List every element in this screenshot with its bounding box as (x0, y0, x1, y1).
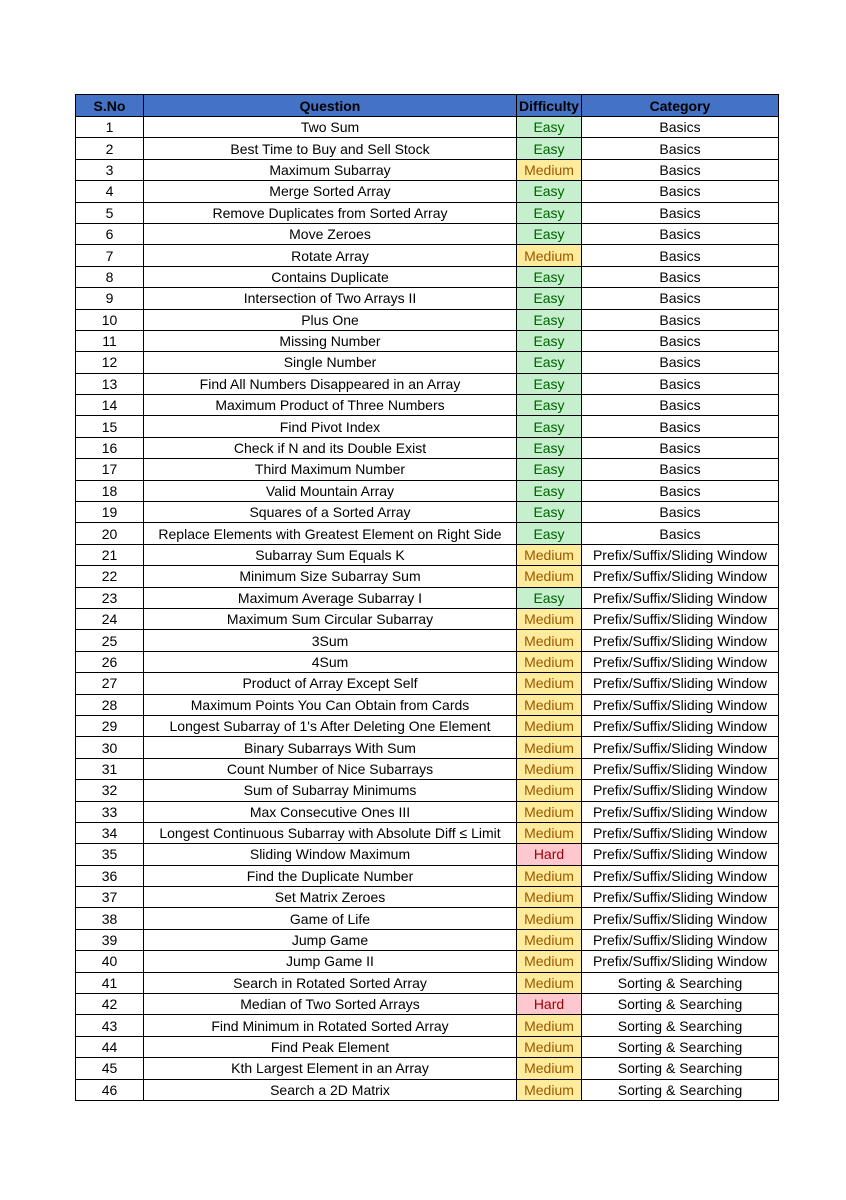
cell-category: Sorting & Searching (582, 972, 779, 993)
cell-sno: 7 (76, 245, 144, 266)
table-row (76, 245, 779, 266)
cell-question: Intersection of Two Arrays II (144, 288, 517, 309)
table-row (76, 887, 779, 908)
cell-difficulty: Easy (517, 523, 582, 544)
cell-category: Basics (582, 202, 779, 223)
cell-category: Prefix/Suffix/Sliding Window (582, 608, 779, 629)
table-row (76, 1079, 779, 1100)
cell-question: Missing Number (144, 330, 517, 351)
cell-category: Sorting & Searching (582, 994, 779, 1015)
header-category: Category (582, 95, 779, 117)
cell-sno: 15 (76, 416, 144, 437)
cell-sno: 38 (76, 908, 144, 929)
cell-sno: 4 (76, 181, 144, 202)
cell-difficulty: Medium (517, 1079, 582, 1100)
cell-difficulty: Easy (517, 181, 582, 202)
cell-question: Move Zeroes (144, 223, 517, 244)
table-row (76, 651, 779, 672)
table-body (76, 117, 779, 1101)
cell-difficulty: Easy (517, 223, 582, 244)
cell-sno: 18 (76, 480, 144, 501)
cell-sno: 20 (76, 523, 144, 544)
cell-category: Prefix/Suffix/Sliding Window (582, 908, 779, 929)
cell-category: Basics (582, 245, 779, 266)
cell-difficulty: Medium (517, 951, 582, 972)
cell-difficulty: Medium (517, 887, 582, 908)
cell-question: Game of Life (144, 908, 517, 929)
cell-category: Prefix/Suffix/Sliding Window (582, 780, 779, 801)
cell-difficulty: Medium (517, 822, 582, 843)
cell-sno: 36 (76, 865, 144, 886)
cell-sno: 14 (76, 395, 144, 416)
cell-sno: 31 (76, 758, 144, 779)
cell-sno: 19 (76, 502, 144, 523)
cell-category: Sorting & Searching (582, 1036, 779, 1057)
cell-question: Binary Subarrays With Sum (144, 737, 517, 758)
cell-sno: 16 (76, 437, 144, 458)
cell-question: Two Sum (144, 117, 517, 138)
cell-question: Single Number (144, 352, 517, 373)
cell-category: Prefix/Suffix/Sliding Window (582, 630, 779, 651)
cell-difficulty: Easy (517, 138, 582, 159)
table-row (76, 608, 779, 629)
table-row (76, 566, 779, 587)
cell-question: Rotate Array (144, 245, 517, 266)
cell-sno: 42 (76, 994, 144, 1015)
cell-sno: 6 (76, 223, 144, 244)
table-row (76, 587, 779, 608)
cell-question: Search in Rotated Sorted Array (144, 972, 517, 993)
cell-question: Find Peak Element (144, 1036, 517, 1057)
cell-difficulty: Medium (517, 715, 582, 736)
cell-category: Prefix/Suffix/Sliding Window (582, 865, 779, 886)
cell-question: Median of Two Sorted Arrays (144, 994, 517, 1015)
table-row (76, 117, 779, 138)
cell-difficulty: Medium (517, 780, 582, 801)
table-row (76, 266, 779, 287)
table-row (76, 630, 779, 651)
cell-sno: 33 (76, 801, 144, 822)
table-row (76, 1058, 779, 1079)
table-row (76, 929, 779, 950)
cell-category: Basics (582, 223, 779, 244)
cell-category: Prefix/Suffix/Sliding Window (582, 887, 779, 908)
cell-sno: 27 (76, 673, 144, 694)
cell-question: Longest Subarray of 1's After Deleting One Element (144, 715, 517, 736)
cell-question: Squares of a Sorted Array (144, 502, 517, 523)
cell-question: Maximum Average Subarray I (144, 587, 517, 608)
cell-question: Valid Mountain Array (144, 480, 517, 501)
table-row (76, 822, 779, 843)
cell-question: Check if N and its Double Exist (144, 437, 517, 458)
cell-difficulty: Medium (517, 1015, 582, 1036)
problems-table (75, 94, 779, 1101)
cell-difficulty: Medium (517, 673, 582, 694)
cell-sno: 25 (76, 630, 144, 651)
table-row (76, 202, 779, 223)
table-row (76, 994, 779, 1015)
cell-question: Max Consecutive Ones III (144, 801, 517, 822)
cell-question: Product of Array Except Self (144, 673, 517, 694)
table-row (76, 502, 779, 523)
table-row (76, 437, 779, 458)
table-row (76, 1015, 779, 1036)
cell-question: Jump Game II (144, 951, 517, 972)
header-sno: S.No (76, 95, 144, 117)
table-row (76, 544, 779, 565)
table-row (76, 715, 779, 736)
table-row (76, 181, 779, 202)
cell-question: Find All Numbers Disappeared in an Array (144, 373, 517, 394)
cell-difficulty: Medium (517, 737, 582, 758)
cell-difficulty: Medium (517, 245, 582, 266)
table-row (76, 673, 779, 694)
cell-category: Basics (582, 181, 779, 202)
cell-category: Prefix/Suffix/Sliding Window (582, 758, 779, 779)
cell-category: Prefix/Suffix/Sliding Window (582, 715, 779, 736)
table-row (76, 373, 779, 394)
cell-category: Prefix/Suffix/Sliding Window (582, 694, 779, 715)
cell-sno: 44 (76, 1036, 144, 1057)
cell-difficulty: Medium (517, 801, 582, 822)
table-header (76, 95, 779, 117)
table-row (76, 309, 779, 330)
cell-question: Replace Elements with Greatest Element on Right Side (144, 523, 517, 544)
table-row (76, 138, 779, 159)
cell-question: Subarray Sum Equals K (144, 544, 517, 565)
cell-sno: 2 (76, 138, 144, 159)
table-row (76, 694, 779, 715)
cell-sno: 10 (76, 309, 144, 330)
cell-difficulty: Medium (517, 159, 582, 180)
cell-question: 3Sum (144, 630, 517, 651)
cell-sno: 23 (76, 587, 144, 608)
cell-sno: 5 (76, 202, 144, 223)
problem-sheet (75, 94, 779, 1101)
cell-sno: 1 (76, 117, 144, 138)
cell-question: Search a 2D Matrix (144, 1079, 517, 1100)
cell-category: Basics (582, 480, 779, 501)
cell-sno: 13 (76, 373, 144, 394)
cell-category: Prefix/Suffix/Sliding Window (582, 544, 779, 565)
cell-category: Basics (582, 437, 779, 458)
cell-difficulty: Medium (517, 865, 582, 886)
table-row (76, 459, 779, 480)
cell-difficulty: Easy (517, 459, 582, 480)
cell-question: 4Sum (144, 651, 517, 672)
cell-sno: 37 (76, 887, 144, 908)
cell-sno: 28 (76, 694, 144, 715)
cell-sno: 45 (76, 1058, 144, 1079)
cell-difficulty: Easy (517, 587, 582, 608)
cell-question: Sliding Window Maximum (144, 844, 517, 865)
cell-difficulty: Medium (517, 651, 582, 672)
cell-question: Maximum Product of Three Numbers (144, 395, 517, 416)
cell-category: Sorting & Searching (582, 1079, 779, 1100)
cell-question: Contains Duplicate (144, 266, 517, 287)
table-row (76, 1036, 779, 1057)
cell-difficulty: Easy (517, 373, 582, 394)
cell-category: Basics (582, 266, 779, 287)
cell-question: Maximum Subarray (144, 159, 517, 180)
table-row (76, 395, 779, 416)
cell-sno: 17 (76, 459, 144, 480)
cell-difficulty: Medium (517, 544, 582, 565)
cell-question: Jump Game (144, 929, 517, 950)
table-row (76, 951, 779, 972)
cell-category: Prefix/Suffix/Sliding Window (582, 566, 779, 587)
cell-sno: 41 (76, 972, 144, 993)
table-row (76, 801, 779, 822)
header-difficulty: Difficulty (517, 95, 582, 117)
table-row (76, 416, 779, 437)
cell-sno: 43 (76, 1015, 144, 1036)
cell-category: Basics (582, 330, 779, 351)
cell-question: Set Matrix Zeroes (144, 887, 517, 908)
table-row (76, 480, 779, 501)
cell-sno: 8 (76, 266, 144, 287)
cell-sno: 26 (76, 651, 144, 672)
table-row (76, 223, 779, 244)
cell-sno: 46 (76, 1079, 144, 1100)
cell-question: Sum of Subarray Minimums (144, 780, 517, 801)
cell-difficulty: Easy (517, 117, 582, 138)
cell-difficulty: Medium (517, 929, 582, 950)
cell-question: Count Number of Nice Subarrays (144, 758, 517, 779)
cell-question: Merge Sorted Array (144, 181, 517, 202)
cell-sno: 3 (76, 159, 144, 180)
table-row (76, 972, 779, 993)
cell-category: Basics (582, 288, 779, 309)
cell-difficulty: Medium (517, 630, 582, 651)
cell-difficulty: Medium (517, 566, 582, 587)
cell-difficulty: Easy (517, 266, 582, 287)
cell-question: Find Minimum in Rotated Sorted Array (144, 1015, 517, 1036)
cell-difficulty: Hard (517, 994, 582, 1015)
cell-category: Basics (582, 416, 779, 437)
cell-question: Kth Largest Element in an Array (144, 1058, 517, 1079)
cell-question: Maximum Sum Circular Subarray (144, 608, 517, 629)
table-row (76, 523, 779, 544)
cell-sno: 29 (76, 715, 144, 736)
cell-sno: 11 (76, 330, 144, 351)
cell-sno: 9 (76, 288, 144, 309)
cell-category: Prefix/Suffix/Sliding Window (582, 822, 779, 843)
cell-category: Basics (582, 373, 779, 394)
cell-difficulty: Medium (517, 1058, 582, 1079)
cell-category: Basics (582, 523, 779, 544)
header-question: Question (144, 95, 517, 117)
cell-category: Prefix/Suffix/Sliding Window (582, 673, 779, 694)
table-row (76, 159, 779, 180)
cell-question: Plus One (144, 309, 517, 330)
table-row (76, 737, 779, 758)
cell-question: Remove Duplicates from Sorted Array (144, 202, 517, 223)
cell-sno: 12 (76, 352, 144, 373)
cell-question: Find Pivot Index (144, 416, 517, 437)
cell-question: Longest Continuous Subarray with Absolute Diff ≤ Limit (144, 822, 517, 843)
cell-difficulty: Medium (517, 972, 582, 993)
cell-sno: 32 (76, 780, 144, 801)
table-row (76, 865, 779, 886)
cell-category: Prefix/Suffix/Sliding Window (582, 951, 779, 972)
cell-category: Basics (582, 309, 779, 330)
cell-category: Basics (582, 159, 779, 180)
cell-difficulty: Easy (517, 480, 582, 501)
cell-category: Prefix/Suffix/Sliding Window (582, 651, 779, 672)
cell-difficulty: Medium (517, 758, 582, 779)
cell-category: Prefix/Suffix/Sliding Window (582, 929, 779, 950)
cell-category: Basics (582, 117, 779, 138)
cell-category: Sorting & Searching (582, 1058, 779, 1079)
cell-difficulty: Medium (517, 694, 582, 715)
cell-sno: 24 (76, 608, 144, 629)
cell-question: Best Time to Buy and Sell Stock (144, 138, 517, 159)
cell-difficulty: Easy (517, 330, 582, 351)
header-row (76, 95, 779, 117)
cell-sno: 21 (76, 544, 144, 565)
table-row (76, 330, 779, 351)
cell-question: Minimum Size Subarray Sum (144, 566, 517, 587)
cell-difficulty: Medium (517, 1036, 582, 1057)
cell-sno: 40 (76, 951, 144, 972)
table-row (76, 844, 779, 865)
table-row (76, 780, 779, 801)
cell-question: Third Maximum Number (144, 459, 517, 480)
cell-difficulty: Hard (517, 844, 582, 865)
table-row (76, 352, 779, 373)
cell-category: Basics (582, 352, 779, 373)
cell-category: Prefix/Suffix/Sliding Window (582, 737, 779, 758)
cell-difficulty: Easy (517, 437, 582, 458)
cell-difficulty: Easy (517, 352, 582, 373)
cell-sno: 34 (76, 822, 144, 843)
cell-difficulty: Easy (517, 288, 582, 309)
cell-sno: 22 (76, 566, 144, 587)
cell-difficulty: Easy (517, 202, 582, 223)
cell-difficulty: Medium (517, 608, 582, 629)
cell-sno: 39 (76, 929, 144, 950)
cell-category: Sorting & Searching (582, 1015, 779, 1036)
cell-sno: 35 (76, 844, 144, 865)
cell-category: Basics (582, 459, 779, 480)
cell-category: Prefix/Suffix/Sliding Window (582, 801, 779, 822)
cell-category: Prefix/Suffix/Sliding Window (582, 587, 779, 608)
cell-category: Basics (582, 502, 779, 523)
cell-question: Find the Duplicate Number (144, 865, 517, 886)
table-row (76, 758, 779, 779)
cell-difficulty: Easy (517, 416, 582, 437)
cell-difficulty: Medium (517, 908, 582, 929)
cell-difficulty: Easy (517, 502, 582, 523)
table-row (76, 908, 779, 929)
table-row (76, 288, 779, 309)
cell-sno: 30 (76, 737, 144, 758)
cell-category: Basics (582, 138, 779, 159)
cell-question: Maximum Points You Can Obtain from Cards (144, 694, 517, 715)
cell-difficulty: Easy (517, 395, 582, 416)
cell-category: Basics (582, 395, 779, 416)
cell-difficulty: Easy (517, 309, 582, 330)
cell-category: Prefix/Suffix/Sliding Window (582, 844, 779, 865)
